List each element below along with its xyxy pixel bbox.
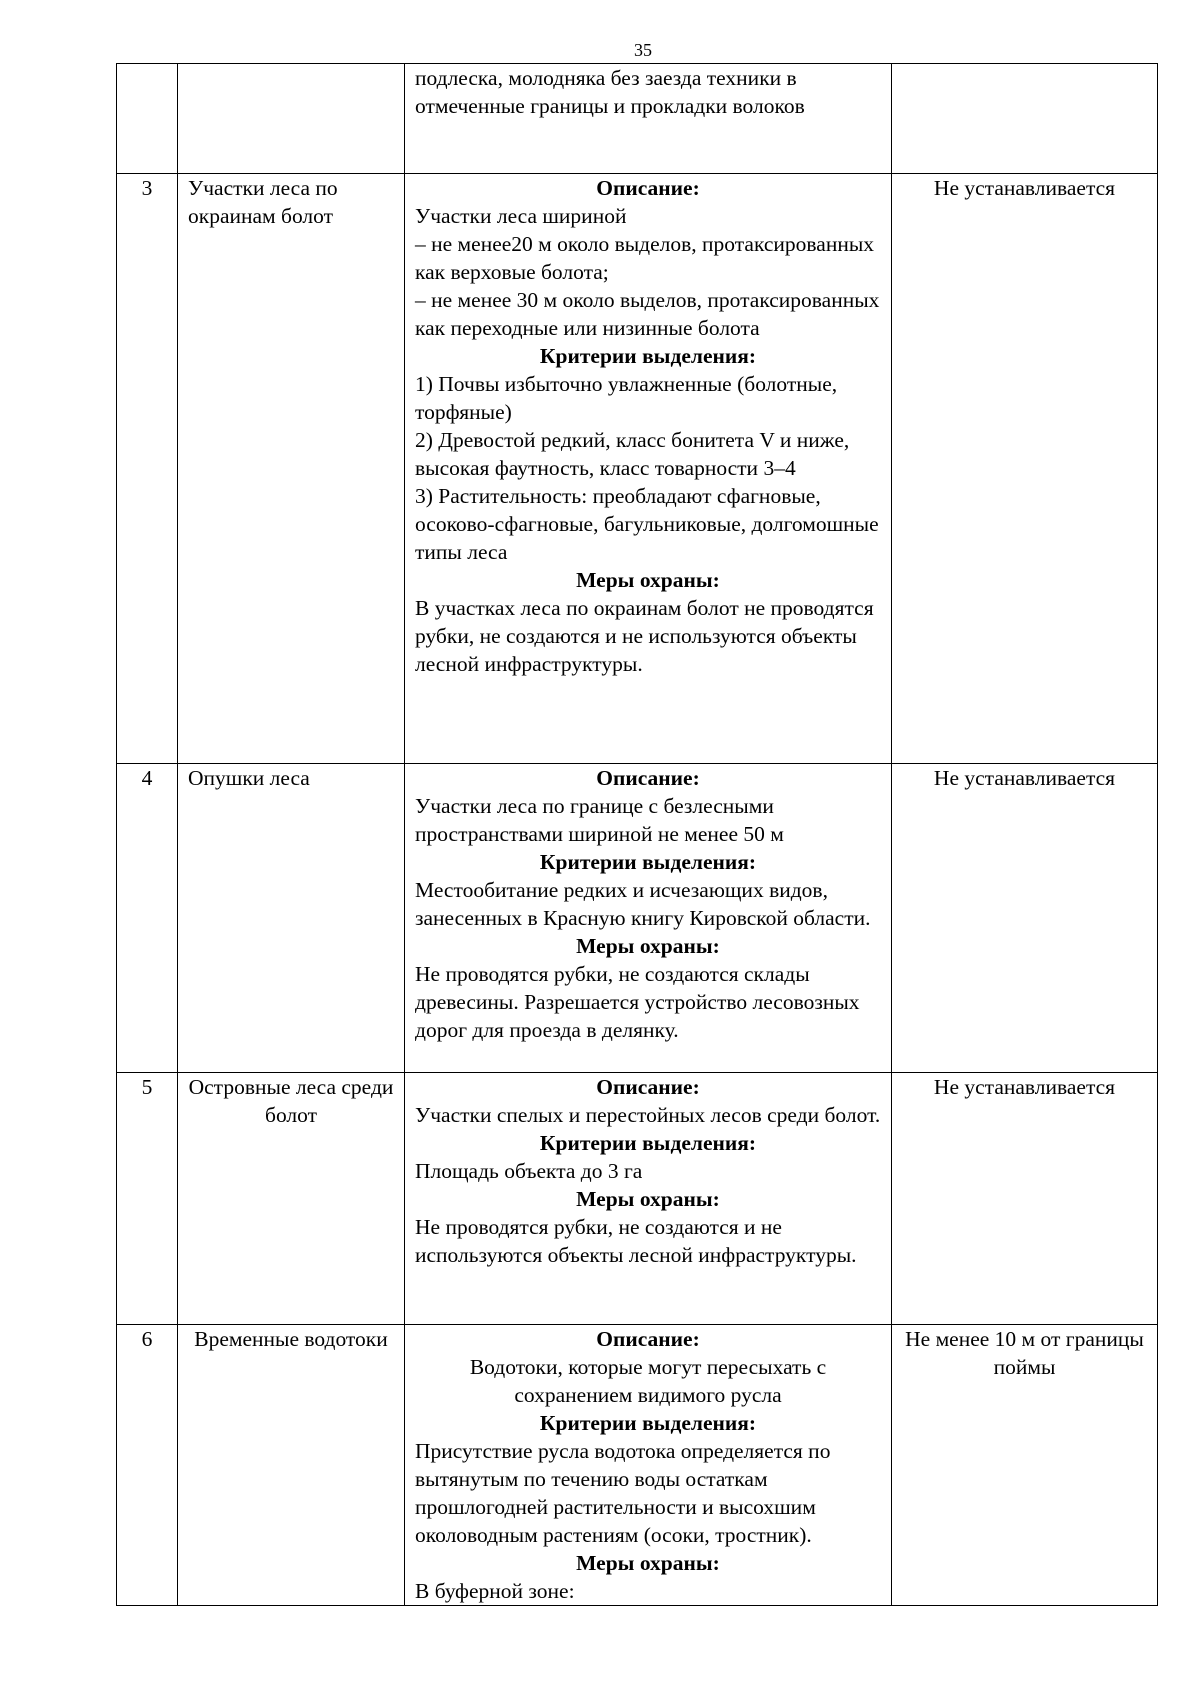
table-row bbox=[117, 1073, 1158, 1325]
measures-line: В буферной зоне: bbox=[415, 1579, 575, 1603]
measures-heading: Меры охраны: bbox=[576, 934, 720, 958]
buffer-zone: Не устанавливается bbox=[892, 174, 1158, 764]
row-number: 4 bbox=[117, 764, 178, 1073]
criteria-heading: Критерии выделения: bbox=[539, 850, 757, 874]
name-cell bbox=[178, 64, 405, 174]
content-cell bbox=[405, 1073, 892, 1325]
continuation-text: подлеска, молодняка без заезда техники в отмеченные границы и прокладки волоков bbox=[415, 66, 805, 118]
table-row-continuation bbox=[117, 64, 1158, 174]
description-line: – не менее 30 м около выделов, протаксированных как переходные или низинные болота bbox=[415, 288, 880, 340]
row-number: 6 bbox=[117, 1325, 178, 1606]
row-number: 3 bbox=[117, 174, 178, 764]
criteria-line: Местообитание редких и исчезающих видов, занесенных в Красную книгу Кировской области. bbox=[415, 878, 871, 930]
criteria-line: 1) Почвы избыточно увлажненные (болотные, торфяные) bbox=[415, 372, 838, 424]
buffer-zone: Не устанавливается bbox=[892, 1073, 1158, 1325]
criteria-heading: Критерии выделения: bbox=[539, 1131, 757, 1155]
description-heading: Описание: bbox=[596, 176, 700, 200]
table-row bbox=[117, 174, 1158, 764]
content-cell bbox=[405, 64, 892, 174]
protection-table bbox=[116, 63, 1158, 1606]
content-cell bbox=[405, 1325, 892, 1606]
num-cell bbox=[117, 64, 178, 174]
content-cell bbox=[405, 764, 892, 1073]
criteria-line: 3) Растительность: преобладают сфагновые, осоково-сфагновые, багульниковые, долгомошные типы леса bbox=[415, 484, 879, 564]
description-heading: Описание: bbox=[596, 1327, 700, 1351]
buffer-zone: Не менее 10 м от границы поймы bbox=[892, 1325, 1158, 1606]
description-heading: Описание: bbox=[596, 766, 700, 790]
content-cell bbox=[405, 174, 892, 764]
row-name: Участки леса по окраинам болот bbox=[178, 174, 405, 764]
table-row bbox=[117, 764, 1158, 1073]
description-line: Водотоки, которые могут пересыхать с сохранением видимого русла bbox=[469, 1355, 827, 1407]
measures-heading: Меры охраны: bbox=[576, 1551, 720, 1575]
measures-line: Не проводятся рубки, не создаются склады древесины. Разрешается устройство лесовозных дорог для проезда в делянку. bbox=[415, 962, 860, 1042]
criteria-line: Присутствие русла водотока определяется по вытянутым по течению воды остаткам прошлогодней растительности и высохшим околоводным растениям (осоки, тростник). bbox=[415, 1439, 831, 1547]
criteria-line: 2) Древостой редкий, класс бонитета V и ниже, высокая фаутность, класс товарности 3–4 bbox=[415, 428, 850, 480]
criteria-heading: Критерии выделения: bbox=[539, 344, 757, 368]
row-name: Временные водотоки bbox=[178, 1325, 405, 1606]
row-number: 5 bbox=[117, 1073, 178, 1325]
description-heading: Описание: bbox=[596, 1075, 700, 1099]
row-name: Островные леса среди болот bbox=[178, 1073, 405, 1325]
criteria-heading: Критерии выделения: bbox=[539, 1411, 757, 1435]
row-name: Опушки леса bbox=[178, 764, 405, 1073]
measures-line: Не проводятся рубки, не создаются и не используются объекты лесной инфраструктуры. bbox=[415, 1215, 857, 1267]
criteria-line: Площадь объекта до 3 га bbox=[415, 1159, 643, 1183]
measures-line: В участках леса по окраинам болот не проводятся рубки, не создаются и не используются объекты лесной инфраструктуры. bbox=[415, 596, 874, 676]
measures-heading: Меры охраны: bbox=[576, 568, 720, 592]
table-row bbox=[117, 1325, 1158, 1606]
description-line: Участки леса шириной bbox=[415, 204, 627, 228]
description-line: Участки леса по границе с безлесными пространствами шириной не менее 50 м bbox=[415, 794, 784, 846]
buffer-cell bbox=[892, 64, 1158, 174]
page-number: 35 bbox=[634, 40, 652, 60]
description-line: Участки спелых и перестойных лесов среди болот. bbox=[415, 1103, 881, 1127]
description-line: – не менее20 м около выделов, протаксированных как верховые болота; bbox=[415, 232, 875, 284]
measures-heading: Меры охраны: bbox=[576, 1187, 720, 1211]
buffer-zone: Не устанавливается bbox=[892, 764, 1158, 1073]
